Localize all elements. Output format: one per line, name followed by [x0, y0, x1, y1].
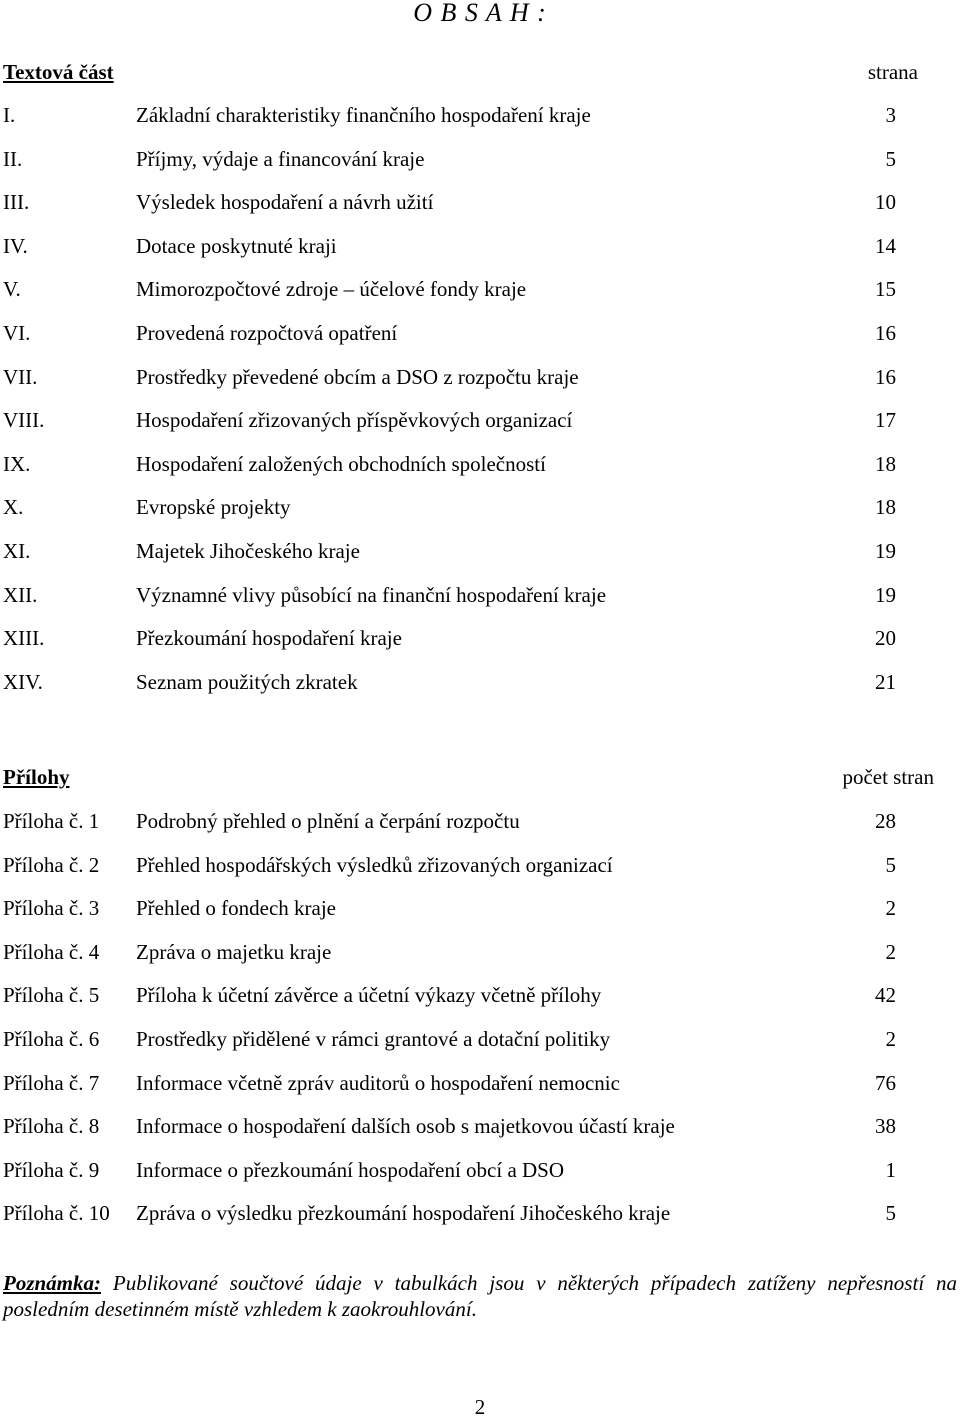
attachment-item-page: 1	[885, 1157, 896, 1182]
attachment-item	[0, 806, 960, 836]
toc-item-text: Hospodaření založených obchodních společností	[136, 451, 546, 476]
toc-item-page: 5	[885, 146, 896, 171]
attachment-item	[0, 937, 960, 967]
toc-item-page: 14	[875, 233, 896, 258]
attachment-item-text: Příloha k účetní závěrce a účetní výkazy včetně přílohy	[136, 983, 602, 1008]
attachment-item-page: 42	[875, 983, 896, 1008]
toc-item-text: Hospodaření zřizovaných příspěvkových organizací	[136, 408, 573, 433]
toc-item-page: 19	[875, 539, 896, 563]
attachment-item-text: Přehled hospodářských výsledků zřizovaných organizací	[136, 852, 613, 877]
attachment-item-page: 2	[885, 939, 896, 964]
attachment-item-number: Příloha č. 4	[3, 939, 100, 964]
toc-item-text: Výsledek hospodaření a návrh užití	[136, 190, 434, 215]
toc-item-number: VII.	[3, 364, 38, 389]
attachment-item-text: Přehled o fondech kraje	[136, 896, 337, 921]
toc-item-number: III.	[3, 190, 30, 215]
text-section-column-label: strana	[867, 60, 918, 84]
toc-item-number: IX.	[3, 451, 31, 476]
attachments-heading: Přílohy	[3, 765, 70, 789]
toc-item-page: 3	[885, 103, 896, 127]
attachments-column-label: počet stran	[842, 765, 934, 789]
toc-item-number: V.	[3, 277, 21, 302]
attachment-item-number: Příloha č. 6	[3, 1027, 100, 1051]
toc-item-text: Evropské projekty	[136, 495, 291, 520]
toc-item	[0, 187, 960, 217]
toc-item-text: Významné vlivy působící na finanční hospodaření kraje	[136, 582, 607, 607]
attachment-item	[0, 980, 960, 1010]
toc-item-page: 16	[875, 364, 896, 389]
attachment-item-text: Informace včetně zpráv auditorů o hospodaření nemocnic	[136, 1070, 620, 1095]
toc-item	[0, 449, 960, 479]
toc-item-number: XI.	[3, 539, 31, 563]
toc-item	[0, 536, 960, 566]
toc-item-page: 17	[875, 408, 896, 433]
toc-item	[0, 362, 960, 392]
attachment-item-page: 38	[875, 1114, 896, 1139]
toc-item-number: XIV.	[3, 669, 43, 694]
toc-item	[0, 144, 960, 174]
attachment-item-page: 28	[875, 809, 896, 833]
toc-item	[0, 100, 960, 130]
attachment-item-text: Informace o hospodaření dalších osob s majetkovou účastí kraje	[136, 1114, 675, 1139]
toc-item	[0, 623, 960, 653]
attachment-item-text: Prostředky přidělené v rámci grantové a dotační politiky	[136, 1027, 611, 1051]
toc-item-page: 21	[875, 669, 896, 694]
toc-item-page: 19	[875, 582, 896, 607]
toc-item-text: Přezkoumání hospodaření kraje	[136, 626, 402, 651]
attachment-item-number: Příloha č. 2	[3, 852, 100, 877]
toc-item-number: VIII.	[3, 408, 45, 433]
attachment-item	[0, 1111, 960, 1141]
attachment-item-number: Příloha č. 3	[3, 896, 100, 921]
attachment-item-number: Příloha č. 9	[3, 1157, 100, 1182]
toc-item	[0, 318, 960, 348]
attachments-header	[0, 762, 960, 792]
attachment-item-page: 2	[885, 896, 896, 921]
toc-item-number: I.	[3, 103, 16, 127]
attachment-item-page: 76	[875, 1070, 896, 1095]
toc-item	[0, 667, 960, 697]
toc-item-text: Mimorozpočtové zdroje – účelové fondy kraje	[136, 277, 527, 302]
toc-item-page: 16	[875, 321, 896, 345]
text-section-heading: Textová část	[3, 60, 114, 84]
toc-item	[0, 580, 960, 610]
attachment-item-text: Informace o přezkoumání hospodaření obcí a DSO	[136, 1157, 565, 1182]
toc-item-text: Prostředky převedené obcím a DSO z rozpočtu kraje	[136, 364, 579, 389]
attachment-item-text: Zpráva o majetku kraje	[136, 939, 332, 964]
attachment-item-page: 2	[885, 1027, 896, 1051]
toc-item-number: II.	[3, 146, 23, 171]
attachment-item	[0, 850, 960, 880]
text-section-header	[0, 57, 960, 87]
attachment-item-number: Příloha č. 5	[3, 983, 100, 1008]
note	[3, 1270, 957, 1322]
toc-item-text: Základní charakteristiky finančního hospodaření kraje	[136, 103, 591, 127]
attachment-item-number: Příloha č. 8	[3, 1114, 100, 1139]
toc-item-text: Příjmy, výdaje a financování kraje	[136, 146, 425, 171]
toc-item-number: X.	[3, 495, 24, 520]
attachment-item	[0, 893, 960, 923]
attachment-item-page: 5	[885, 1201, 896, 1226]
page-title: O B S A H :	[413, 0, 547, 27]
attachment-item-page: 5	[885, 852, 896, 877]
toc-item-number: VI.	[3, 321, 31, 345]
toc-item-number: IV.	[3, 233, 28, 258]
toc-item-text: Seznam použitých zkratek	[136, 669, 358, 694]
toc-item	[0, 492, 960, 522]
toc-item-text: Provedená rozpočtová opatření	[136, 321, 398, 345]
toc-item-number: XIII.	[3, 626, 45, 651]
toc-item-page: 10	[875, 190, 896, 215]
toc-item	[0, 231, 960, 261]
attachment-item-number: Příloha č. 1	[3, 809, 100, 833]
toc-item-text: Majetek Jihočeského kraje	[136, 539, 360, 563]
toc-item-page: 18	[875, 495, 896, 520]
attachment-item	[0, 1155, 960, 1185]
toc-item-number: XII.	[3, 582, 38, 607]
toc-item	[0, 274, 960, 304]
toc-item-page: 20	[875, 626, 896, 651]
toc-item-text: Dotace poskytnuté kraji	[136, 233, 337, 258]
attachment-item	[0, 1198, 960, 1228]
toc-item	[0, 405, 960, 435]
toc-item-page: 18	[875, 451, 896, 476]
attachment-item	[0, 1024, 960, 1054]
attachment-item-number: Příloha č. 10	[3, 1201, 110, 1226]
page-number: 2	[474, 1395, 486, 1419]
attachment-item-text: Podrobný přehled o plnění a čerpání rozpočtu	[136, 809, 520, 833]
toc-item-page: 15	[875, 277, 896, 302]
attachment-item	[0, 1068, 960, 1098]
note-text: Publikované součtové údaje v tabulkách jsou v některých případech zatíženy nepřesností na posledním desetinném místě vzhledem k zaokrouhlování.	[3, 1271, 957, 1321]
note-label: Poznámka:	[3, 1271, 102, 1295]
attachment-item-text: Zpráva o výsledku přezkoumání hospodaření Jihočeského kraje	[136, 1201, 671, 1226]
attachment-item-number: Příloha č. 7	[3, 1070, 100, 1095]
